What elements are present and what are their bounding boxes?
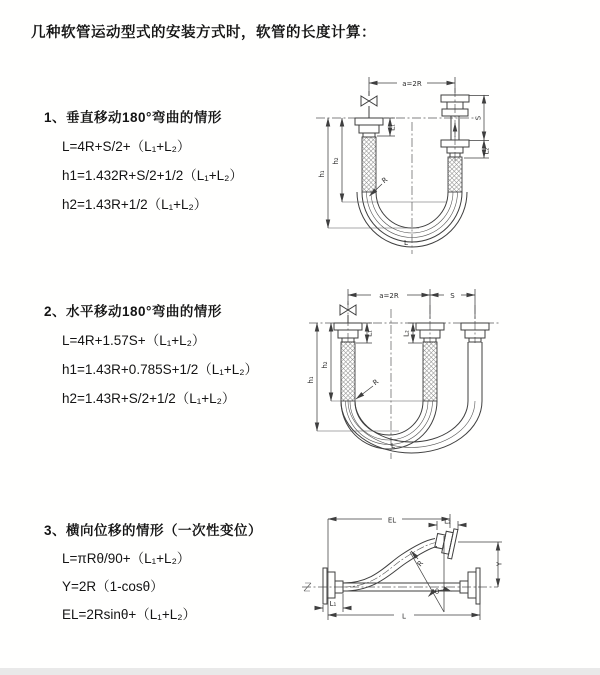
section-horizontal-180 bbox=[44, 297, 258, 413]
dim-label-length: L bbox=[404, 239, 408, 247]
scan-edge bbox=[0, 668, 600, 675]
dim-label-fit-left: L₁ bbox=[329, 600, 337, 608]
section1-heading: 1、垂直移动180°弯曲的情形 bbox=[44, 110, 222, 125]
section3-formula-Y: Y=2R（1-cosθ） bbox=[62, 579, 164, 594]
diagram-horizontal-movement bbox=[303, 283, 518, 465]
diagram-vertical-movement bbox=[308, 70, 508, 260]
dim-label-fit-right: L₂ bbox=[482, 147, 491, 155]
section2-formula-h2: h2=1.43R+S/2+1/2（L₁+L₂） bbox=[62, 391, 236, 406]
right-flange-original bbox=[460, 568, 480, 604]
hose-assembly bbox=[334, 303, 489, 453]
section3-formula-L: L=πRθ/90+（L₁+L₂） bbox=[62, 551, 191, 566]
dim-label-fit-right: L₂ bbox=[444, 517, 451, 526]
section2-formula-L: L=4R+1.57S+（L₁+L₂） bbox=[62, 333, 206, 348]
diagram-horizontal-movement-svg bbox=[303, 283, 518, 465]
right-braided-hose bbox=[448, 157, 462, 192]
top-flange-moved bbox=[433, 526, 458, 559]
section3-formula-EL: EL=2Rsinθ+（L₁+L₂） bbox=[62, 607, 196, 622]
dimensions bbox=[315, 514, 504, 621]
dim-label-span: a=2R bbox=[379, 292, 399, 300]
dim-label-length: L bbox=[402, 612, 406, 621]
left-braided-hose bbox=[341, 342, 355, 401]
dim-label-fit-right: L₂ bbox=[402, 330, 411, 337]
centerlines bbox=[302, 583, 498, 591]
right-hose-leg bbox=[468, 342, 482, 401]
dim-label-el: EL bbox=[387, 516, 397, 525]
hose-assembly bbox=[323, 526, 480, 604]
dim-label-offset: Y bbox=[495, 561, 504, 567]
dim-label-radius: R bbox=[371, 377, 381, 388]
dim-label-span: a=2R bbox=[402, 79, 422, 88]
dim-label-radius: R bbox=[415, 559, 426, 569]
valve-icon bbox=[361, 96, 369, 106]
dim-label-height1: h₁ bbox=[307, 376, 315, 384]
section1-formula-L: L=4R+S/2+（L₁+L₂） bbox=[62, 139, 191, 154]
valve-icon bbox=[369, 96, 377, 106]
section1-formula-h2: h2=1.43R+1/2（L₁+L₂） bbox=[62, 197, 208, 212]
section2-heading: 2、水平移动180°弯曲的情形 bbox=[44, 304, 222, 319]
dim-label-height1: h₁ bbox=[318, 170, 326, 178]
dim-label-fit-left: L₁ bbox=[365, 330, 374, 337]
diagram-lateral-displacement-svg bbox=[298, 502, 598, 652]
dim-label-height2: h₂ bbox=[321, 361, 329, 369]
section-vertical-180 bbox=[44, 103, 243, 219]
section-lateral-displacement bbox=[44, 517, 262, 629]
dim-label-height2: h₂ bbox=[332, 157, 340, 165]
angle-construction bbox=[410, 536, 452, 612]
dim-label-angle: θ bbox=[434, 588, 440, 596]
section2-formula-h1: h1=1.43R+0.785S+1/2（L₁+L₂） bbox=[62, 362, 258, 377]
page-title: 几种软管运动型式的安装方式时，软管的长度计算： bbox=[31, 25, 376, 41]
dim-label-fit-left: L₁ bbox=[388, 124, 397, 131]
diagram-vertical-movement-svg bbox=[308, 70, 508, 260]
centerlines bbox=[309, 301, 501, 459]
left-braided-hose bbox=[362, 137, 376, 192]
dim-label-radius: R bbox=[380, 175, 390, 186]
left-flange bbox=[323, 568, 343, 604]
valve-icon bbox=[348, 305, 356, 315]
diagram-lateral-displacement bbox=[298, 502, 598, 652]
left-flange bbox=[355, 118, 383, 137]
valve-icon bbox=[340, 305, 348, 315]
dim-label-length: L bbox=[391, 442, 395, 450]
dim-label-stroke: S bbox=[450, 292, 455, 300]
section3-heading: 3、横向位移的情形（一次性变位） bbox=[44, 523, 263, 538]
dim-label-stroke: S bbox=[474, 115, 483, 121]
section1-formula-h1: h1=1.432R+S/2+1/2（L₁+L₂） bbox=[62, 168, 243, 183]
middle-braided-hose bbox=[423, 342, 437, 401]
